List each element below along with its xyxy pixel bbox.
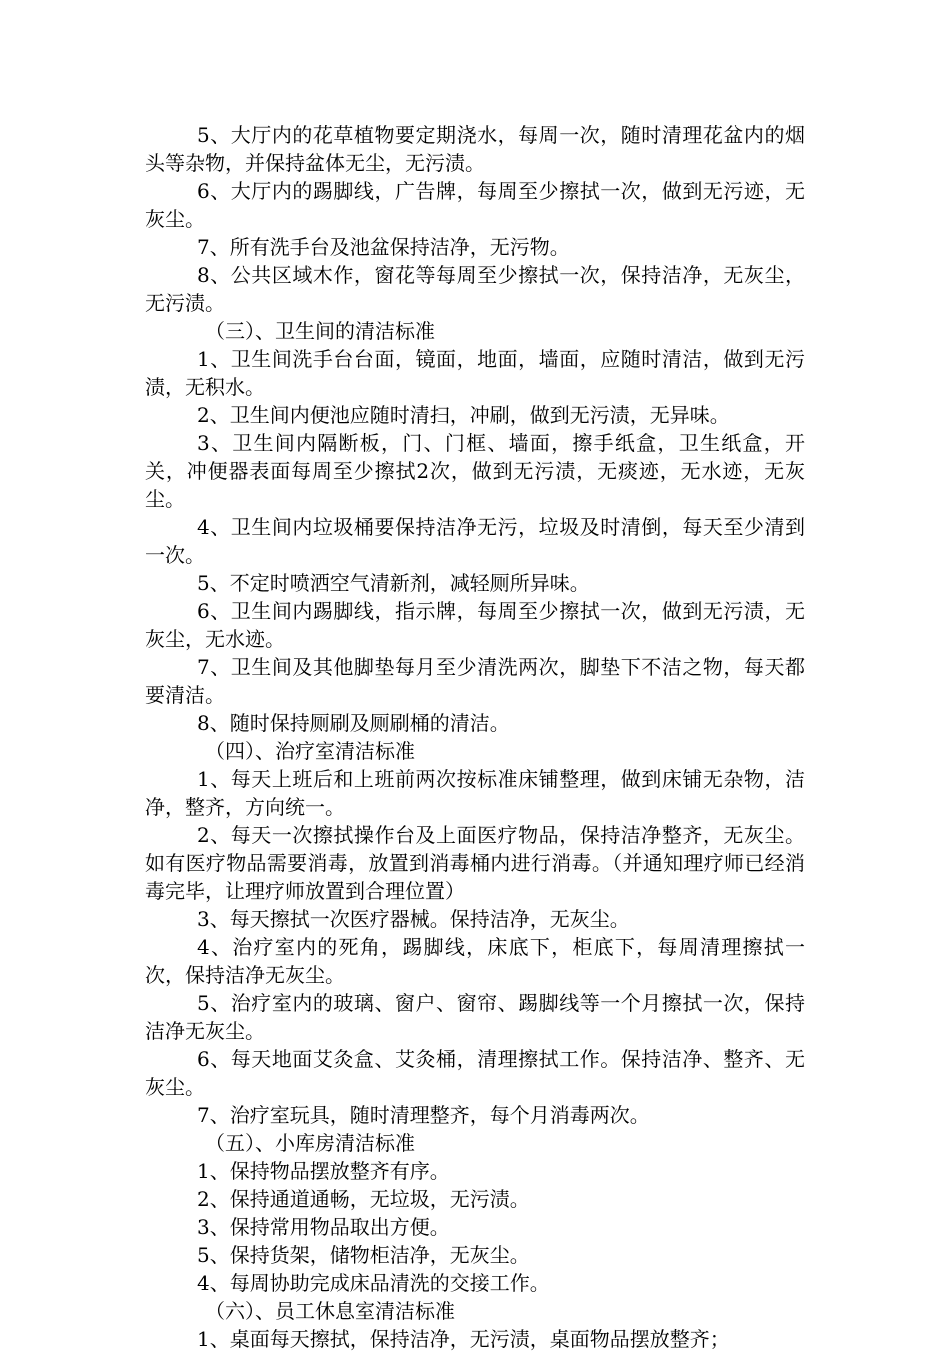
list-item: 6、卫生间内踢脚线，指示牌，每周至少擦拭一次，做到无污渍，无灰尘，无水迹。 — [145, 599, 805, 651]
list-item: 1、桌面每天擦拭，保持洁净，无污渍，桌面物品摆放整齐； — [197, 1327, 730, 1351]
list-item: 7、卫生间及其他脚垫每月至少清洗两次，脚垫下不洁之物，每天都要清洁。 — [145, 655, 805, 707]
section-heading-restroom: （三）、卫生间的清洁标准 — [205, 319, 435, 343]
list-item: 8、公共区域木作，窗花等每周至少擦拭一次，保持洁净，无灰尘，无污渍。 — [145, 263, 805, 315]
list-item: 2、每天一次擦拭操作台及上面医疗物品，保持洁净整齐，无灰尘。如有医疗物品需要消毒，放置到消毒桶内进行消毒。（并通知理疗师已经消毒完毕，让理疗师放置到合理位置） — [145, 823, 805, 903]
section-heading-storeroom: （五）、小库房清洁标准 — [205, 1131, 415, 1155]
list-item: 5、不定时喷洒空气清新剂，减轻厕所异味。 — [197, 571, 590, 595]
list-item: 3、卫生间内隔断板，门、门框、墙面，擦手纸盒，卫生纸盒，开关，冲便器表面每周至少擦拭2次，做到无污渍，无痰迹，无水迹，无灰尘。 — [145, 431, 805, 511]
section-heading-treatment-room: （四）、治疗室清洁标准 — [205, 739, 415, 763]
list-item: 1、卫生间洗手台台面，镜面，地面，墙面，应随时清洁，做到无污渍，无积水。 — [145, 347, 805, 399]
list-item: 5、大厅内的花草植物要定期浇水，每周一次，随时清理花盆内的烟头等杂物，并保持盆体无尘，无污渍。 — [145, 123, 805, 175]
list-item: 6、大厅内的踢脚线，广告牌，每周至少擦拭一次，做到无污迹，无灰尘。 — [145, 179, 805, 231]
list-item: 7、治疗室玩具，随时清理整齐，每个月消毒两次。 — [197, 1103, 650, 1127]
list-item: 4、治疗室内的死角，踢脚线，床底下，柜底下，每周清理擦拭一次，保持洁净无灰尘。 — [145, 935, 805, 987]
list-item: 4、卫生间内垃圾桶要保持洁净无污，垃圾及时清倒，每天至少清到一次。 — [145, 515, 805, 567]
list-item: 8、随时保持厕刷及厕刷桶的清洁。 — [197, 711, 510, 735]
list-item: 6、每天地面艾灸盒、艾灸桶，清理擦拭工作。保持洁净、整齐、无灰尘。 — [145, 1047, 805, 1099]
list-item: 5、治疗室内的玻璃、窗户、窗帘、踢脚线等一个月擦拭一次，保持洁净无灰尘。 — [145, 991, 805, 1043]
list-item: 3、每天擦拭一次医疗器械。保持洁净，无灰尘。 — [197, 907, 630, 931]
list-item: 5、保持货架，储物柜洁净，无灰尘。 — [197, 1243, 530, 1267]
list-item: 2、卫生间内便池应随时清扫，冲刷，做到无污渍，无异味。 — [197, 403, 730, 427]
list-item: 7、所有洗手台及池盆保持洁净，无污物。 — [197, 235, 570, 259]
section-heading-staff-lounge: （六）、员工休息室清洁标准 — [205, 1299, 455, 1323]
document-body — [145, 121, 805, 1353]
list-item: 4、每周协助完成床品清洗的交接工作。 — [197, 1271, 550, 1295]
list-item: 1、每天上班后和上班前两次按标准床铺整理，做到床铺无杂物，洁净，整齐，方向统一。 — [145, 767, 805, 819]
list-item: 2、保持通道通畅，无垃圾，无污渍。 — [197, 1187, 530, 1211]
list-item: 1、保持物品摆放整齐有序。 — [197, 1159, 450, 1183]
list-item: 3、保持常用物品取出方便。 — [197, 1215, 450, 1239]
